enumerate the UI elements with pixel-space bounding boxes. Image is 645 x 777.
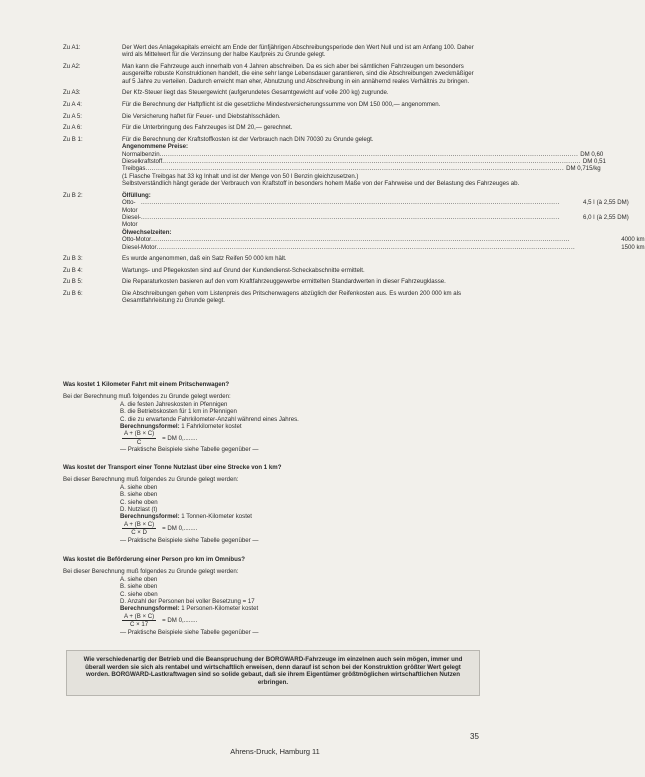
price-value: DM 0,51 <box>582 158 606 165</box>
note-a6 <box>63 124 481 131</box>
note-label: Zu B 4: <box>63 266 83 274</box>
formula-result: = DM 0,........ <box>162 434 198 442</box>
note-label: Zu B 1: <box>63 135 83 143</box>
note-b1 <box>63 135 606 188</box>
fraction <box>122 613 156 629</box>
list-item: A. die festen Jahreskosten in Pfennigen <box>120 400 228 408</box>
numerator: A + (B × C) <box>124 612 155 620</box>
formula-label: Berechnungsformel: <box>120 605 180 613</box>
denominator: C × D <box>131 529 147 537</box>
section-personenkilometer <box>63 556 483 636</box>
oil-amount: 6,0 l <box>583 214 595 222</box>
note-text: Man kann die Fahrzeuge auch innerhalb von 4 Jahren abschreiben. Da es sich aber bei sämtlichen Fahrzeugen um besonders ausgereifte robuste Konstruktionen handelt, die eine sehr lange Lebensdauer garantieren, sind die Abschreibungen zweckmäßiger auf 5 Jahre zu verteilen. Dadurch erreicht man eher, Abnutzung und Abschreibung in ein annähernd reales Verhältnis zu bringen. <box>122 63 474 85</box>
note-label: Zu A1: <box>63 44 81 51</box>
section-intro: Bei dieser Berechnung muß folgendes zu Grunde gelegt werden: <box>63 568 239 576</box>
oil-fill-heading: Ölfüllung: <box>122 191 151 199</box>
see-table-note: — Praktische Beispiele siehe Tabelle gegenüber — <box>120 536 259 544</box>
change-interval: 1500 km <box>621 243 645 251</box>
printer-imprint: Ahrens-Druck, Hamburg 11 <box>230 747 320 756</box>
list-item: A. siehe oben <box>120 575 158 583</box>
note-label: Zu B 5: <box>63 278 83 286</box>
price-value: DM 0,60 <box>580 150 604 158</box>
note-a3 <box>63 89 481 96</box>
note-a5 <box>63 113 481 120</box>
oil-fill-row <box>122 199 645 214</box>
formula-title <box>63 605 483 612</box>
note-label: Zu A 6: <box>63 124 82 132</box>
formula-label: Berechnungsformel: <box>120 423 180 431</box>
engine-name: Otto-Motor <box>122 236 152 244</box>
note-text: Es wurde angenommen, daß ein Satz Reifen 50 000 km hält. <box>122 255 287 263</box>
note-label: Zu A3: <box>63 89 81 97</box>
oil-price: (à 2,55 DM) <box>596 199 629 207</box>
engine-name: Diesel-Motor <box>122 243 157 251</box>
note-text <box>122 135 606 188</box>
section-intro: Bei der Berechnung muß folgendes zu Grunde gelegt werden: <box>63 393 231 401</box>
change-interval: 4000 km <box>621 236 645 244</box>
leader-dots <box>141 199 560 214</box>
price-row <box>122 165 601 173</box>
list-item: B. siehe oben <box>120 583 158 591</box>
fraction <box>122 430 156 446</box>
oil-change-row <box>122 236 645 243</box>
formula-result: = DM 0,........ <box>162 525 198 533</box>
oil-change-row <box>122 244 645 251</box>
formula-result: = DM 0,........ <box>162 617 198 625</box>
oil-amount: 4,5 l <box>583 199 595 207</box>
note-b4 <box>63 267 481 274</box>
formula <box>63 613 483 629</box>
formula <box>63 430 483 446</box>
section-tonnenkilometer <box>63 464 483 544</box>
denominator: C × 17 <box>130 621 149 629</box>
list-item: D. Anzahl der Personen bei voller Besetzung = 17 <box>120 598 255 606</box>
formula-name: 1 Fahrkilometer kostet <box>181 423 242 431</box>
note-label: Zu A 4: <box>63 101 82 108</box>
formula-name: 1 Personen-Kilometer kostet <box>181 605 259 613</box>
prices-heading: Angenommene Preise: <box>122 143 189 151</box>
note-a1 <box>63 44 481 59</box>
note-label: Zu B 6: <box>63 290 83 298</box>
numerator: A + (B × C) <box>124 520 155 528</box>
leader-dots <box>151 236 594 243</box>
b1-footnote: (1 Flasche Treibgas hat 33 kg Inhalt und ist der Menge von 50 l Benzin gleichzusetzen.) <box>122 172 359 180</box>
price-row <box>122 150 604 158</box>
section-fahrkilometer <box>63 381 483 454</box>
notes-block <box>63 44 645 309</box>
list-item: C. siehe oben <box>120 590 158 598</box>
price-value: DM 0,715/kg <box>566 165 601 173</box>
price-name: Dieselkraftstoff <box>122 158 163 165</box>
leader-dots <box>160 151 579 158</box>
section-question: Was kostet die Beförderung einer Person pro km im Omnibus? <box>63 556 245 563</box>
fraction <box>122 521 156 537</box>
section-question: Was kostet der Transport einer Tonne Nutzlast über eine Strecke von 1 km? <box>63 464 282 471</box>
note-label: Zu B 2: <box>63 191 83 199</box>
list-item: B. die Betriebskosten für 1 km in Pfennigen <box>120 408 237 416</box>
engine-name: Otto-Motor <box>122 199 138 214</box>
price-row <box>122 158 606 165</box>
price-name: Normalbenzin <box>122 150 160 158</box>
oil-price: (à 2,55 DM) <box>596 214 629 222</box>
note-a2 <box>63 63 481 85</box>
formula-name: 1 Tonnen-Kilometer kostet <box>181 513 252 521</box>
note-b6 <box>63 290 481 305</box>
denominator: C <box>136 438 142 446</box>
note-text: Für die Berechnung der Haftpflicht ist die gesetzliche Mindestversicherungssumme von DM 150 000,— angenommen. <box>122 101 441 108</box>
summary-box <box>66 650 480 696</box>
list-item: C. siehe oben <box>120 498 158 506</box>
note-b2 <box>63 191 645 251</box>
list-item: C. die zu erwartende Fahrkilometer-Anzahl während eines Jahres. <box>120 415 299 423</box>
note-label: Zu B 3: <box>63 255 83 263</box>
formula-title <box>63 513 483 520</box>
oil-fill-row <box>122 214 645 229</box>
formula-label: Berechnungsformel: <box>120 513 180 521</box>
note-a4 <box>63 101 481 108</box>
oil-change-heading: Ölwechselzeiten: <box>122 228 172 236</box>
note-label: Zu A2: <box>63 63 81 70</box>
leader-dots <box>162 158 581 165</box>
list-item: B. siehe oben <box>120 491 158 499</box>
section-intro: Bei dieser Berechnung muß folgendes zu Grunde gelegt werden: <box>63 476 239 484</box>
note-label: Zu A 5: <box>63 112 82 120</box>
note-text: Wartungs- und Pflegekosten sind auf Grund der Kundendienst-Scheckabschnitte ermittelt. <box>122 266 365 274</box>
page-number: 35 <box>470 732 479 741</box>
note-text: Der Kfz-Steuer liegt das Steuergewicht (aufgerundetes Gesamtgewicht auf volle 200 kg) zugrunde. <box>122 89 389 97</box>
formula-title <box>63 423 483 430</box>
note-text <box>122 192 645 251</box>
price-name: Treibgas <box>122 165 146 173</box>
formula <box>63 521 483 537</box>
list-item: A. siehe oben <box>120 483 158 491</box>
engine-name: Diesel-Motor <box>122 214 141 229</box>
b1-intro: Für die Berechnung der Kraftstoffkosten ist der Verbrauch nach DIN 70030 zu Grunde gelegt. <box>122 135 374 143</box>
see-table-note: — Praktische Beispiele siehe Tabelle gegenüber — <box>120 446 259 454</box>
leader-dots <box>141 214 560 229</box>
note-text: Die Abschreibungen gehen vom Listenpreis des Pritschenwagens abzüglich der Reifenkosten aus. Es wurden 200 000 km als Gesamtfahrleistung zu Grunde gelegt. <box>122 290 462 305</box>
section-question: Was kostet 1 Kilometer Fahrt mit einem Pritschenwagen? <box>63 381 230 388</box>
note-text: Für die Unterbringung des Fahrzeuges ist DM 20,— gerechnet. <box>122 124 293 132</box>
note-text: Die Versicherung haftet für Feuer- und Diebstahlsschäden. <box>122 112 281 120</box>
note-text: Der Wert des Anlagekapitals erreicht am Ende der fünfjährigen Abschreibungsperiode den Wert Null und ist am Anfang 100. Daher wird als Mittelwert für die Verzinsung der halbe Kaufpreis zu Grunde gelegt. <box>122 44 474 59</box>
summary-text: Wie verschiedenartig der Betrieb und die Beanspruchung der BORGWARD-Fahrzeuge im einzelnen auch sein mögen, immer und überall werden sie sich als rentabel und wirtschaftlich erweisen, denn darauf ist schon bei der Konstruktion größter Wert gelegt worden. BORGWARD-Lastkraftwagen sind so solide gebaut, daß sie ihrem Eigentümer größtmöglichen wirtschaftlichen Nutzen erbringen. <box>83 656 463 686</box>
note-b5 <box>63 278 481 285</box>
see-table-note: — Praktische Beispiele siehe Tabelle gegenüber — <box>120 628 259 636</box>
numerator: A + (B × C) <box>124 430 155 438</box>
list-item: D. Nutzlast (t) <box>120 506 158 514</box>
leader-dots <box>157 244 595 251</box>
note-text: Die Reparaturkosten basieren auf den vom Kraftfahrzeuggewerbe ermittelten Standardwerten in dieser Fahrzeugklasse. <box>122 278 446 286</box>
note-b3 <box>63 255 481 262</box>
b1-outro: Selbstverständlich hängt gerade der Verbrauch von Kraftstoff in besonders hohem Maße von der Fahrweise und der Belastung des Fahrzeuges ab. <box>122 180 520 188</box>
leader-dots <box>145 165 564 172</box>
